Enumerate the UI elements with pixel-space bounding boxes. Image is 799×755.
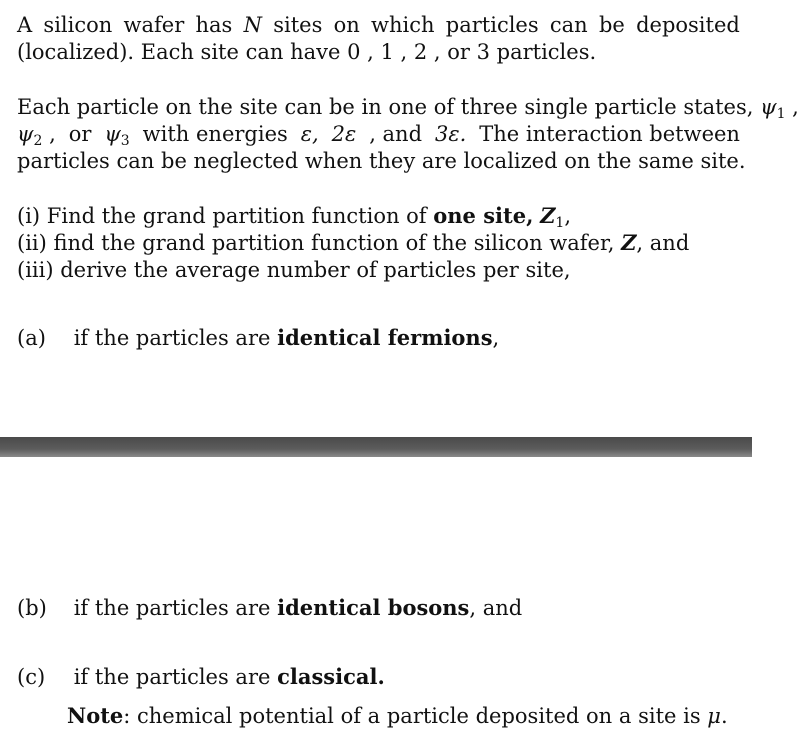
- comma: ,: [792, 95, 799, 119]
- task-i-bold: one site,: [433, 203, 534, 228]
- energy-3: 3ε.: [434, 122, 467, 146]
- with-energies-text: with energies: [142, 122, 288, 146]
- comma: ,: [564, 204, 572, 228]
- word: which: [371, 13, 435, 37]
- item-c-bold: classical.: [277, 664, 385, 689]
- intro-line-2: (localized). Each site can have 0 , 1 , 2 , or 3 particles.: [17, 40, 597, 64]
- item-c: [17, 664, 385, 690]
- item-b-prefix: if the particles are: [73, 596, 271, 620]
- word: wafer: [123, 13, 185, 37]
- item-b-bold: identical bosons: [277, 595, 470, 620]
- para2-line-3: particles can be neglected when they are localized on the same site.: [17, 149, 746, 173]
- note-line: [67, 703, 728, 729]
- item-b-suffix: , and: [469, 596, 523, 620]
- item-a-prefix: if the particles are: [73, 326, 271, 350]
- para2-text: Each particle on the site can be in one of three single particle states,: [17, 95, 754, 119]
- task-ii: [17, 230, 689, 256]
- psi-2-group: $\psi_2$ ,: [17, 122, 56, 149]
- psi-2-symbol: $\psi_2$: [17, 122, 43, 149]
- or-word: or: [68, 122, 92, 146]
- task-ii-suffix: , and: [636, 231, 690, 255]
- item-a: [17, 325, 499, 351]
- word: particles: [445, 13, 539, 37]
- item-b-label: (b): [17, 596, 47, 620]
- task-iii: (iii) derive the average number of particles per site,: [17, 258, 571, 282]
- task-i-text: (i) Find the grand partition function of: [17, 204, 427, 228]
- item-b: [17, 595, 522, 621]
- page-divider: [0, 437, 752, 457]
- z1-symbol: $Z_1$: [540, 203, 565, 231]
- word: has: [195, 13, 233, 37]
- word: can: [549, 13, 588, 37]
- and-text: , and: [369, 122, 423, 146]
- psi-1-symbol: $\psi_1$: [760, 95, 786, 122]
- item-c-label: (c): [17, 665, 46, 689]
- note-text: : chemical potential of a particle deposited on a site is: [123, 704, 701, 728]
- item-a-suffix: ,: [492, 326, 500, 350]
- item-c-prefix: if the particles are: [73, 665, 271, 689]
- word: be: [598, 13, 625, 37]
- psi-3-symbol: $\psi_3$: [104, 122, 130, 149]
- word: A: [17, 13, 33, 37]
- note-label: Note: [67, 703, 124, 728]
- note-end: .: [720, 704, 728, 728]
- variable-n: N: [243, 13, 262, 37]
- word: deposited: [636, 13, 740, 37]
- item-a-label: (a): [17, 326, 46, 350]
- z-symbol: Z: [621, 230, 637, 255]
- item-a-bold: identical fermions: [277, 325, 493, 350]
- word: sites: [273, 13, 323, 37]
- word: silicon: [43, 13, 113, 37]
- mu-symbol: μ: [707, 704, 721, 728]
- energy-1: ε,: [300, 122, 319, 146]
- energy-2: 2ε: [331, 122, 357, 146]
- task-ii-text: (ii) find the grand partition function of the silicon wafer,: [17, 231, 615, 255]
- interaction-text: The interaction between: [479, 122, 740, 146]
- word: on: [333, 13, 360, 37]
- intro-line-1: [17, 12, 740, 38]
